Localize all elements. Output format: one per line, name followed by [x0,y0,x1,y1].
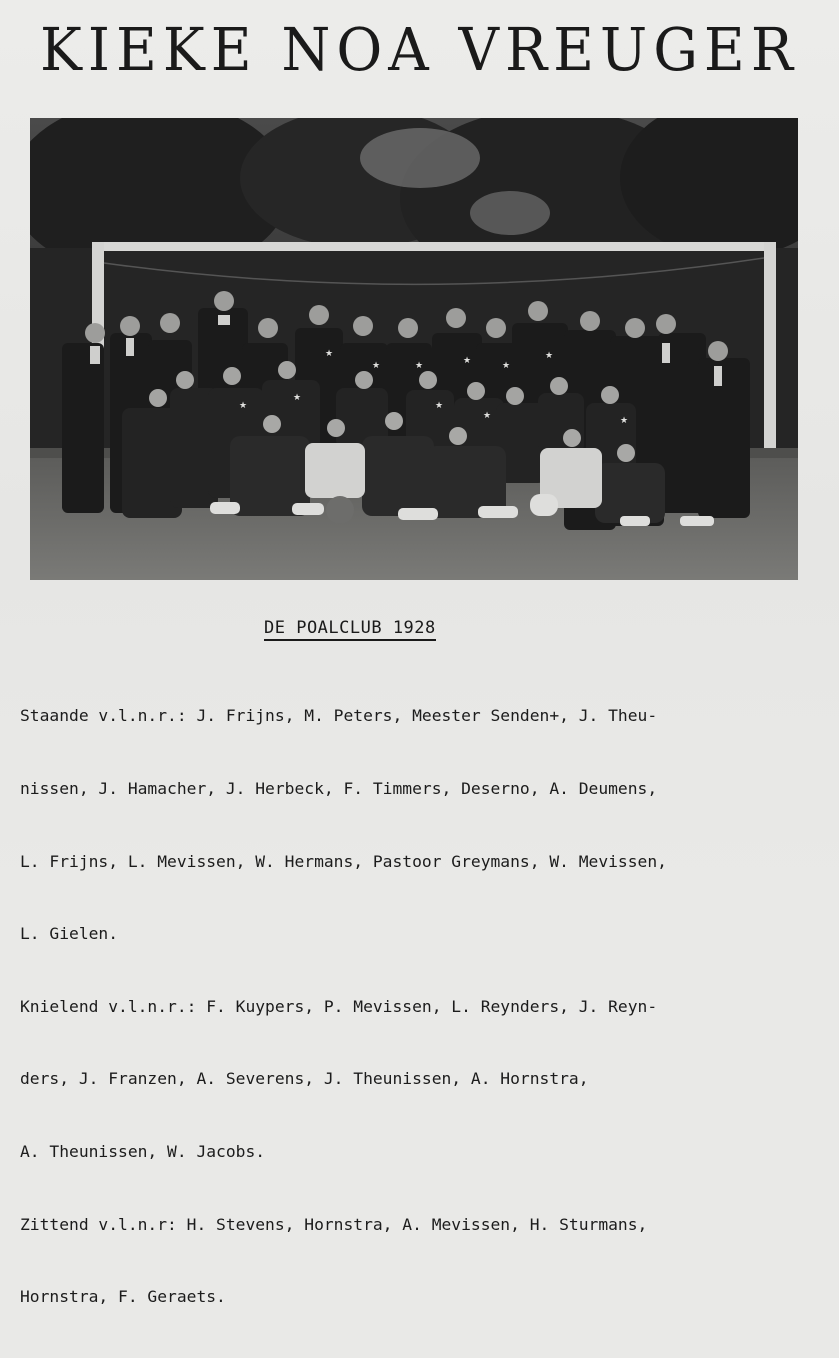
caption-line: Staande v.l.n.r.: J. Frijns, M. Peters, Meester Senden+, J. Theu- [20,706,658,726]
star-icon: ★ [463,356,472,366]
star-icon: ★ [372,361,381,371]
caption-line: L. Frijns, L. Mevissen, W. Hermans, Pastoor Greymans, W. Mevissen, [20,851,667,871]
star-icon: ★ [620,416,629,426]
star-icon: ★ [293,393,302,403]
caption-line: A. Theunissen, W. Jacobs. [20,1142,266,1162]
page-title: KIEKE NOA VREUGER [40,16,799,85]
star-icon: ★ [435,401,444,411]
caption-line: Zittend v.l.n.r: H. Stevens, Hornstra, A. Mevissen, H. Sturmans, [20,1214,648,1234]
caption-body [20,656,835,1358]
caption-line: nissen, J. Hamacher, J. Herbeck, F. Timmers, Deserno, A. Deumens, [20,779,658,799]
team-photograph-drawing [30,118,798,580]
caption-heading: DE POALCLUB 1928 [264,618,436,641]
star-icon: ★ [239,401,248,411]
caption-line: Hornstra, F. Geraets. [20,1287,226,1307]
star-icon: ★ [415,361,424,371]
caption-line: ders, J. Franzen, A. Severens, J. Theunissen, A. Hornstra, [20,1069,589,1089]
caption-line: Knielend v.l.n.r.: F. Kuypers, P. Mevissen, L. Reynders, J. Reyn- [20,996,658,1016]
star-icon: ★ [483,411,492,421]
caption-line: L. Gielen. [20,924,119,944]
star-icon: ★ [325,349,334,359]
star-icon: ★ [545,351,554,361]
star-icon: ★ [502,361,511,371]
team-photograph [30,118,798,580]
